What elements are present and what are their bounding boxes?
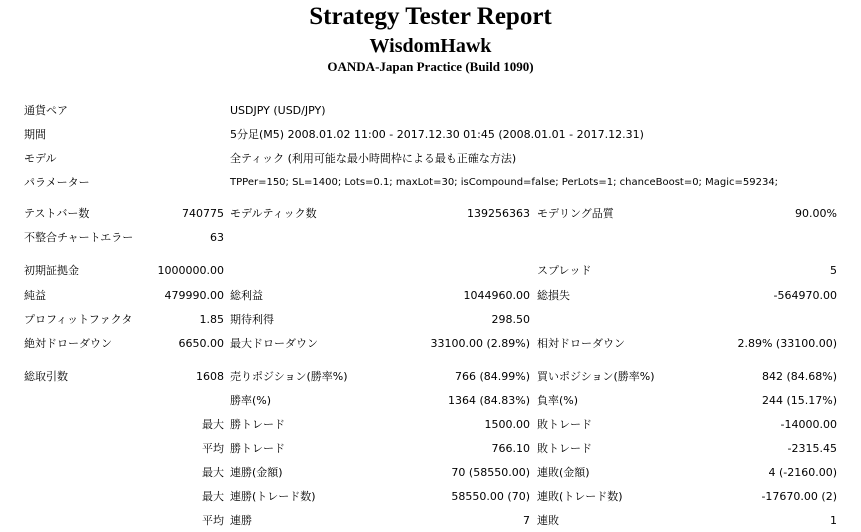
grossloss-value: -564970.00 bbox=[773, 289, 837, 302]
consec-losses-money-value: 4 (-2160.00) bbox=[768, 466, 837, 479]
absdd-value: 6650.00 bbox=[178, 337, 224, 350]
consec-loss-label: 連敗(トレード数) bbox=[537, 490, 623, 503]
avg-label: 平均 bbox=[202, 442, 224, 455]
consec-wins-money-label: 連勝(金額) bbox=[230, 466, 283, 479]
expert-name: WisdomHawk bbox=[369, 35, 492, 57]
symbol-label: 通貨ペア bbox=[24, 104, 68, 117]
params-value: TPPer=150; SL=1400; Lots=0.1; maxLot=30; isCompound=false; PerLots=1; chanceBoost=0; Magic=59234; bbox=[230, 177, 779, 188]
maxdd-value: 33100.00 (2.89%) bbox=[430, 337, 530, 350]
win-rate-label: 勝率(%) bbox=[230, 394, 272, 407]
pf-value: 1.85 bbox=[199, 313, 224, 326]
deposit-label: 初期証拠金 bbox=[24, 264, 79, 277]
reldd-value: 2.89% (33100.00) bbox=[737, 337, 837, 350]
max-label: 最大 bbox=[202, 466, 224, 479]
bars-value: 740775 bbox=[182, 207, 224, 220]
largest-win-value: 1500.00 bbox=[484, 418, 530, 431]
avg-win-value: 766.10 bbox=[491, 442, 530, 455]
mismatch-value: 63 bbox=[210, 231, 224, 244]
absdd-label: 絶対ドローダウン bbox=[24, 337, 112, 350]
model-value: 全ティック (利用可能な最小時間枠による最も正確な方法) bbox=[230, 152, 517, 165]
consec-loss-value: -17670.00 (2) bbox=[761, 490, 837, 503]
netprofit-value: 479990.00 bbox=[164, 289, 224, 302]
avg-label: 平均 bbox=[202, 514, 224, 527]
spread-value: 5 bbox=[830, 264, 837, 277]
consec-losses-money-label: 連敗(金額) bbox=[537, 466, 590, 479]
report-title: Strategy Tester Report bbox=[309, 3, 552, 30]
quality-value: 90.00% bbox=[795, 207, 837, 220]
win-rate-value: 1364 (84.83%) bbox=[447, 394, 530, 407]
consec-wins-money-value: 70 (58550.00) bbox=[451, 466, 530, 479]
short-positions-value: 766 (84.99%) bbox=[454, 370, 530, 383]
mismatch-label: 不整合チャートエラー bbox=[24, 231, 134, 244]
largest-win-label: 勝トレード bbox=[230, 418, 285, 431]
quality-label: モデリング品質 bbox=[537, 207, 614, 220]
consec-profit-label: 連勝(トレード数) bbox=[230, 490, 316, 503]
max-label: 最大 bbox=[202, 490, 224, 503]
avg-consec-losses-value: 1 bbox=[830, 514, 837, 527]
ticks-value: 139256363 bbox=[467, 207, 530, 220]
deposit-value: 1000000.00 bbox=[157, 264, 224, 277]
symbol-value: USDJPY (USD/JPY) bbox=[230, 104, 326, 117]
period-label: 期間 bbox=[24, 128, 46, 141]
short-positions-label: 売りポジション(勝率%) bbox=[230, 370, 348, 383]
server-info: OANDA-Japan Practice (Build 1090) bbox=[327, 59, 534, 74]
spread-label: スプレッド bbox=[537, 264, 592, 277]
ticks-label: モデルティック数 bbox=[230, 207, 317, 220]
reldd-label: 相対ドローダウン bbox=[537, 337, 625, 350]
expected-label: 期待利得 bbox=[230, 313, 274, 326]
expected-value: 298.50 bbox=[491, 313, 530, 326]
avg-consec-losses-label: 連敗 bbox=[537, 514, 559, 527]
netprofit-label: 純益 bbox=[24, 289, 46, 302]
avg-loss-label: 敗トレード bbox=[537, 442, 592, 455]
bars-label: テストバー数 bbox=[24, 207, 90, 220]
params-label: パラメーター bbox=[24, 176, 90, 189]
largest-loss-label: 敗トレード bbox=[537, 418, 592, 431]
largest-loss-value: -14000.00 bbox=[780, 418, 837, 431]
grossprofit-label: 総利益 bbox=[230, 289, 263, 302]
pf-label: プロフィットファクタ bbox=[24, 313, 133, 326]
maxdd-label: 最大ドローダウン bbox=[230, 337, 318, 350]
avg-win-label: 勝トレード bbox=[230, 442, 285, 455]
long-positions-value: 842 (84.68%) bbox=[761, 370, 837, 383]
total-trades-value: 1608 bbox=[196, 370, 224, 383]
model-label: モデル bbox=[24, 152, 57, 165]
grossprofit-value: 1044960.00 bbox=[463, 289, 530, 302]
long-positions-label: 買いポジション(勝率%) bbox=[537, 370, 655, 383]
loss-rate-value: 244 (15.17%) bbox=[761, 394, 837, 407]
total-trades-label: 総取引数 bbox=[24, 370, 68, 383]
max-label: 最大 bbox=[202, 418, 224, 431]
avg-consec-wins-value: 7 bbox=[523, 514, 530, 527]
avg-loss-value: -2315.45 bbox=[787, 442, 837, 455]
avg-consec-wins-label: 連勝 bbox=[230, 514, 252, 527]
period-value: 5分足(M5) 2008.01.02 11:00 - 2017.12.30 01:45 (2008.01.01 - 2017.12.31) bbox=[230, 128, 644, 141]
consec-profit-value: 58550.00 (70) bbox=[451, 490, 530, 503]
grossloss-label: 総損失 bbox=[537, 289, 570, 302]
loss-rate-label: 負率(%) bbox=[537, 394, 579, 407]
